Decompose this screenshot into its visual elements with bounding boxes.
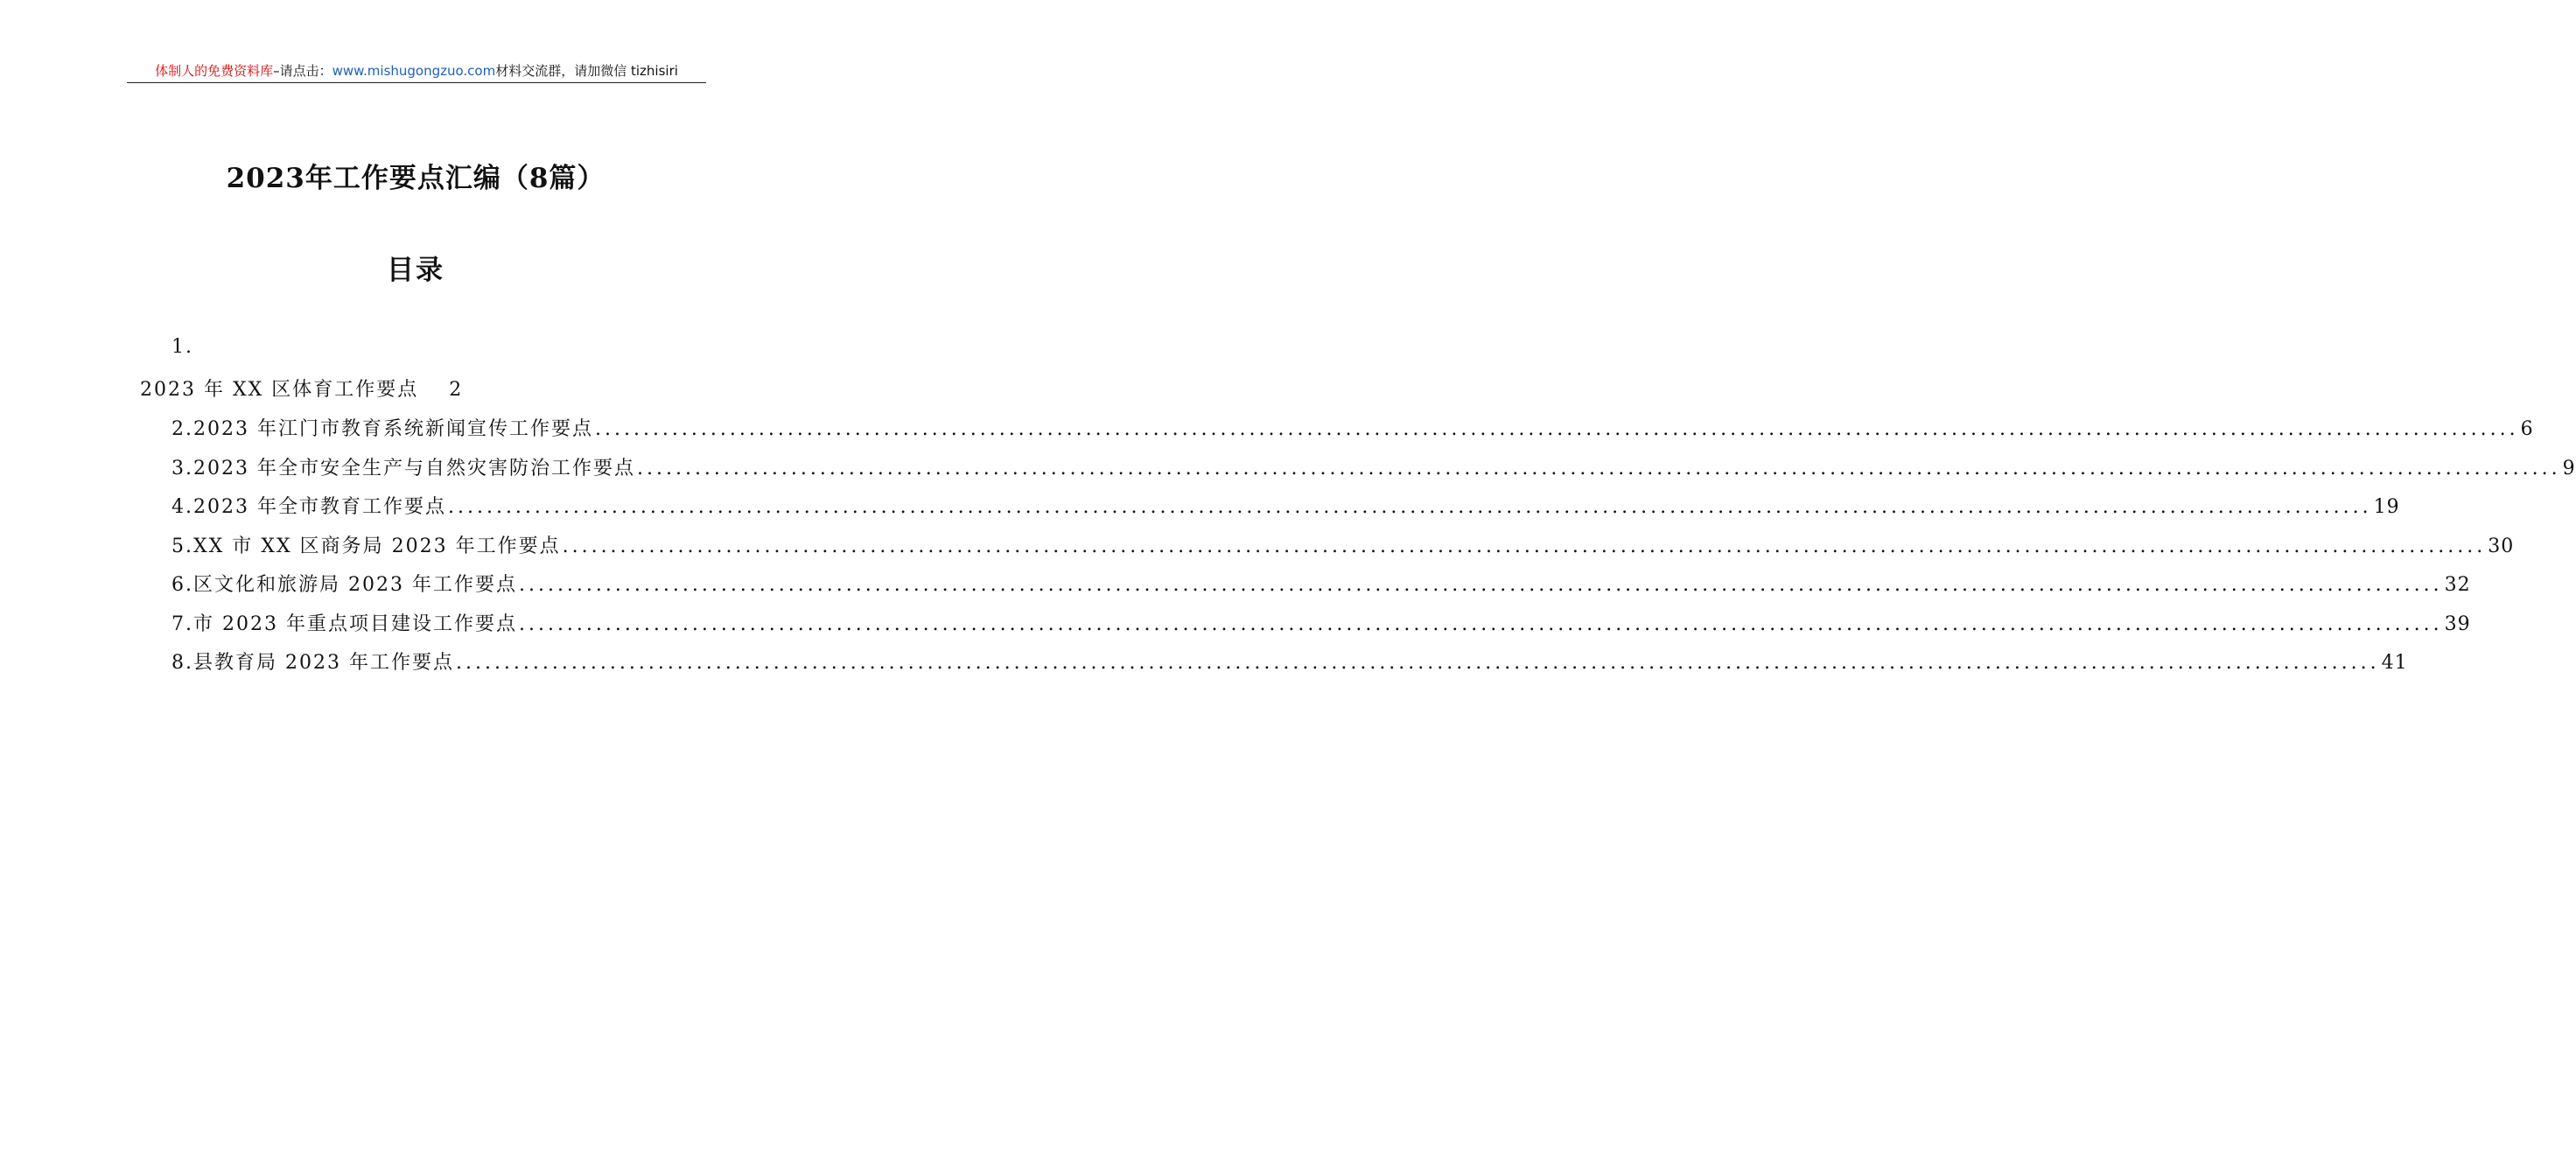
toc-entry-page: 9 — [2562, 458, 2576, 480]
toc-entry-text: 8.县教育局 2023 年工作要点 — [172, 652, 454, 674]
toc-entry-text: 3.2023 年全市安全生产与自然灾害防治工作要点 — [172, 458, 635, 480]
toc-dot-leader: ........................................................................................................................................................................................................ — [562, 536, 2487, 557]
toc-entry-text: 6.区文化和旅游局 2023 年工作要点 — [172, 574, 517, 596]
document-title: 2023年工作要点汇编（8篇） — [226, 163, 606, 194]
header-prompt: –请点击： — [273, 63, 332, 79]
toc-entry-text: 4.2023 年全市教育工作要点 — [172, 496, 446, 518]
toc-entry-page: 41 — [2381, 652, 2408, 674]
toc-entry[interactable] — [172, 570, 2471, 596]
toc-first-entry[interactable] — [140, 374, 463, 402]
toc-dot-leader: ........................................................................................................................................................................................................ — [594, 418, 2519, 440]
header-link[interactable]: www.mishugongzuo.com — [332, 63, 496, 79]
toc-first-page: 2 — [449, 379, 464, 401]
toc-entry[interactable] — [172, 492, 2400, 518]
toc-entry-page: 19 — [2373, 496, 2400, 518]
toc-entry-page: 30 — [2488, 536, 2515, 557]
toc-entry-text: 7.市 2023 年重点项目建设工作要点 — [172, 613, 517, 635]
page-header — [127, 60, 706, 83]
toc-entry-page: 6 — [2520, 418, 2534, 440]
toc-entry-page: 32 — [2444, 574, 2471, 596]
header-site-name: 体制人的免费资料库 — [155, 63, 274, 79]
toc-first-text: 2023 年 XX 区体育工作要点 — [140, 379, 419, 401]
toc-entry[interactable] — [172, 609, 2471, 635]
toc-entry[interactable] — [172, 648, 2408, 674]
header-contact: 材料交流群，请加微信 tizhisiri — [495, 63, 678, 79]
toc-dot-leader: ........................................................................................................................................................................................................ — [518, 574, 2443, 596]
toc-heading: 目录 — [387, 255, 444, 286]
toc-dot-leader: ........................................................................................................................................................................................................ — [455, 652, 2380, 674]
toc-dot-leader: ........................................................................................................................................................................................................ — [636, 458, 2561, 480]
toc-entry-text: 5.XX 市 XX 区商务局 2023 年工作要点 — [172, 536, 561, 557]
toc-entry-page: 39 — [2444, 613, 2471, 635]
toc-dot-leader: ........................................................................................................................................................................................................ — [518, 613, 2443, 635]
toc-first-number: 1. — [172, 336, 193, 358]
toc-dot-leader: ........................................................................................................................................................................................................ — [447, 496, 2372, 518]
toc-entry-text: 2.2023 年江门市教育系统新闻宣传工作要点 — [172, 418, 593, 440]
toc-entry[interactable] — [172, 453, 2576, 480]
toc-entry[interactable] — [172, 531, 2515, 557]
toc-entry[interactable] — [172, 414, 2534, 440]
